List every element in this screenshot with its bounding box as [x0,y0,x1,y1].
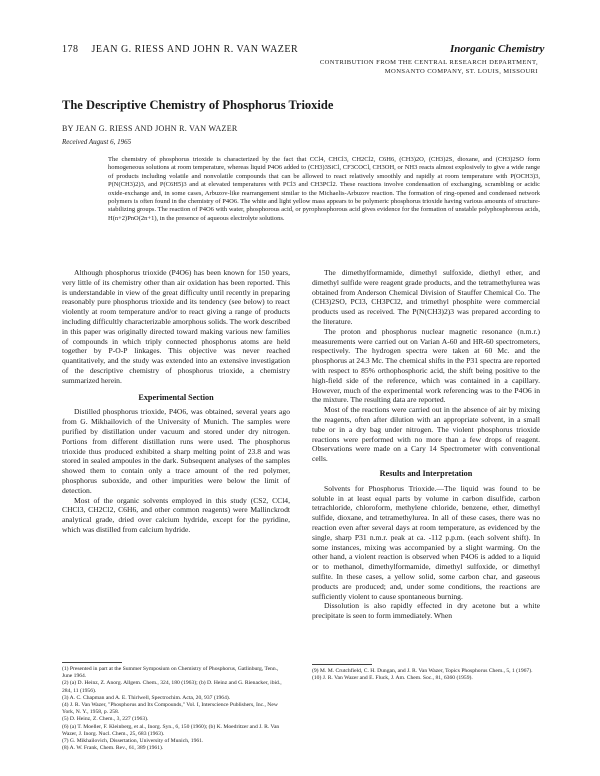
footnote: (6) (a) T. Moeller, F. Kleinberg, et al., Inorg. Syn., 6, 150 (1960); (b) K. Moedritzer and J. R. Van Wazer, J. Inorg. Nucl. Chem., 25, 683 (1963). [62,723,280,737]
running-header [62,44,298,55]
footnote: (10) J. R. Van Wazer and E. Fluck, J. Am. Chem. Soc., 81, 6360 (1959). [312,675,473,682]
paragraph: Distilled phosphorus trioxide, P4O6, was obtained, several years ago from G. Mikhailovich of the University of Munich. The samples were purified by distillation under vacuum and stored under dry nitrogen. Portions from different distillation runs were used. The phosphorus trioxide thus produced exhibited a sharp melting point of 23.8 and was stored in sealed ampoules in the dark. Subsequent analyses of the samples showed them to contain only a trace amount of the red polymer, phosphorus suboxide, and other impurities were below the limit of detection. [62,407,290,495]
paragraph: The dimethylformamide, dimethyl sulfoxide, diethyl ether, and dimethyl sulfide were reagent grade products, and the tetramethylurea was obtained from Anderson Chemical Division of Stauffer Chemical Co. The (CH3)2SO, PCl3, CH3PCl2, and trimethyl phosphite were commercial products used as received. The P(N(CH3)2)3 was prepared according to the literature. [312,268,540,326]
footnote-rule [62,662,122,663]
footnote: (9) M. M. Crutchfield, C. H. Dungan, and J. R. Van Wazer, Topics Phosphorus Chem., 5, 1 (1967). [312,668,533,674]
footnote-rule [312,664,372,665]
contribution-line: CONTRIBUTION FROM THE CENTRAL RESEARCH DEPARTMENT, [319,59,538,66]
received-date: Received August 6, 1965 [62,138,132,146]
footnote: (7) G. Mikhailovich, Dissertation, University of Munich, 1961. [62,738,204,745]
paper-title: The Descriptive Chemistry of Phosphorus Trioxide [62,98,334,112]
byline: BY JEAN G. RIESS AND JOHN R. VAN WAZER [62,124,238,133]
footnote: (8) A. W. Frank, Chem. Rev., 61, 389 (1961). [62,745,164,752]
paragraph: Although phosphorus trioxide (P4O6) has been known for 150 years, very little of its chemistry other than air oxidation has been reported. This is understandable in view of the great difficulty until recently in preparing reasonably pure phosphorus trioxide and its tendency (see below) to react violently at room temperature and/or to react giving a range of products including difficultly characterizable amorphous solids. The work described in this paper was originally directed toward making various new families of compounds in which triply connected phosphorus atoms are held together by P-O-P linkages. This objective was never reached quantitatively, and the study was extended into an extensive investigation of the descriptive chemistry of phosphorus trioxide, a chemistry summarized herein. [62,268,290,385]
footnotes-left [62,666,290,752]
footnote: (2) (a) D. Heinz, Z. Anorg. Allgem. Chem., 324, 180 (1963); (b) D. Heinz and G. Rienacker, ibid., 284, 11 (1956). [62,680,282,694]
section-heading: Experimental Section [138,392,214,402]
paragraph: The proton and phosphorus nuclear magnetic resonance (n.m.r.) measurements were carried out on Varian A-60 and HR-60 spectrometers, respectively. The hydrogen spectra were taken at 60 Mc. and the phosphorus at 24.3 Mc. The chemical shifts in the P31 spectra are reported with respect to 85% orthophosphoric acid, the shift being positive to the high-field side of the reference, which was contained in a capillary. However, much of the experimental work referencing was to the P4O6 in the mixture. The resulting data are reported. [312,326,540,405]
footnote: (3) A. C. Chapman and A. E. Thirlwell, Spectrochim. Acta, 20, 937 (1964). [62,694,231,701]
footnote: (1) Presented in part at the Summer Symposium on Chemistry of Phosphorus, Gatlinburg, Tenn., June 1964. [62,666,279,680]
abstract: The chemistry of phosphorus trioxide is characterized by the fact that CCl4, CHCl3, CH2Cl2, C6H6, (CH3)2O, (CH3)2S, dioxane, and (CH3)2SO form homogeneous solutions at room temperature, whereas liquid P4O6 added to (CH3)3SiCl, CF3COCl, CH3OH, or NH3 reacts almost explosively to give a wide range of products including volatile and nonvolatile compounds that can be allowed to react relatively smoothly and rapidly at room temperature with P(OCH3)3, P(N(CH3)2)3, and P(C6H5)3 and at elevated temperatures with PCl3 and CH3PCl2. These reactions involve condensation of exchanging, scrambling or acidic oxide-exchange and, in some cases, Arbuzov-like rearrangement similar to the Michaelis-Arbuzov reaction. The formation of ring-opened and condensed network polymers is often found in the chemistry of P4O6. The white and light yellow mass appears to be polymeric phosphorus trioxide having various amounts of structure-stabilizing groups. The reaction of P4O6 with water, phosphorous acid, or pyrophosphorous acid gives evidence for the formation of unstable polyphosphorous acids, H(n+2)PnO(2n+1), in the presence of aqueous electrolyte solutions. [108,156,540,222]
contribution-note [300,58,538,76]
section-heading: Results and Interpretation [379,468,473,478]
left-column [62,268,290,535]
right-column [312,268,540,621]
running-authors: JEAN G. RIESS AND JOHN R. VAN WAZER [91,44,299,55]
footnotes-right [312,668,540,682]
paragraph: Dissolution is also rapidly effected in dry acetone but a white precipitate is seen to form immediately. When [312,601,540,621]
journal-name: Inorganic Chemistry [450,43,545,55]
page-number: 178 [62,44,79,55]
footnote: (4) J. R. Van Wazer, "Phosphorus and Its Compounds," Vol. I, Interscience Publishers, Inc., New York, N. Y., 1958, p. 258. [62,702,278,716]
paragraph: Most of the organic solvents employed in this study (CS2, CCl4, CHCl3, CH2Cl2, C6H6, and other common reagents) were Mallinckrodt analytical grade, dried over calcium hydride, except for the pyridine, which was distilled from calcium hydride. [62,495,290,534]
paragraph: Solvents for Phosphorus Trioxide.—The liquid was found to be soluble in at least equal parts by volume in carbon disulfide, carbon tetrachloride, chloroform, methylene chloride, benzene, ether, dimethyl sulfide, dioxane, and tetramethylurea. In all of these cases, there was no reaction even after several days at room temperature, as evidenced by the single, sharp P31 n.m.r. peak at ca. -112 p.p.m. (each solvent shift). In some instances, mixing was accompanied by a slight warming. On the other hand, a violent reaction is observed when P4O6 is added to a liquid or to methanol, dimethylformamide, dimethyl sulfoxide, or dimethyl sulfite. In these cases, a yellow solid, some carbon char, and gaseous products are produced; and, under some conditions, the reactions are sufficiently violent to cause spontaneous burning. [312,483,540,601]
contribution-line: MONSANTO COMPANY, ST. LOUIS, MISSOURI [384,68,538,75]
footnote: (5) D. Heinz, Z. Chem., 3, 227 (1963). [62,716,149,723]
paragraph: Most of the reactions were carried out in the absence of air by mixing the reagents, often after dilution with an appropriate solvent, in a small tube or in a dry bag under nitrogen. The violent phosphorus trioxide reactions were performed with no more than a few drops of reagent. Observations were made on a Cary 14 Spectrometer with conventional cells. [312,405,540,464]
